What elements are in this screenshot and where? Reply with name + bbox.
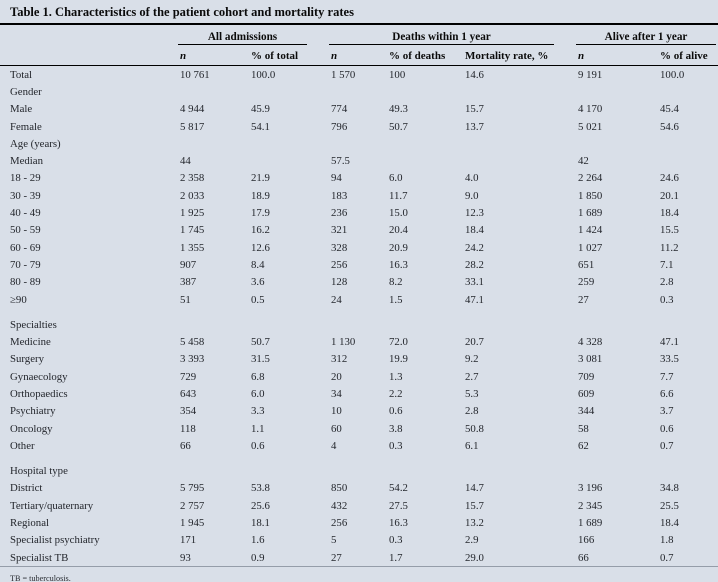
cell-value: 0.7 — [660, 439, 674, 452]
group-deaths-within-1-year — [321, 25, 568, 47]
cell-value: 328 — [331, 241, 348, 254]
row-label: Tertiary/quaternary — [10, 499, 94, 512]
cell-value: 6.1 — [465, 439, 479, 452]
cell-value — [568, 455, 650, 480]
cell-value: 183 — [331, 189, 348, 202]
section-row — [0, 455, 718, 480]
row-label: Other — [10, 439, 35, 452]
cell-value: 34.8 — [660, 482, 679, 495]
header-pct-of-total: % of total — [241, 47, 321, 66]
table-row — [0, 152, 718, 169]
cell-value: 12.6 — [251, 241, 270, 254]
cell-value: 6.0 — [389, 172, 403, 185]
cell-value: 10 — [331, 405, 342, 418]
cell-value: 236 — [331, 207, 348, 220]
cell-value — [170, 135, 241, 152]
cell-value: 9.0 — [465, 189, 479, 202]
table-row — [0, 437, 718, 454]
cell-value: 2 033 — [180, 189, 205, 202]
table-row — [0, 291, 718, 308]
cell-value: 0.3 — [660, 293, 674, 306]
cell-value: 118 — [180, 422, 196, 435]
cell-value — [241, 83, 321, 100]
cell-value — [170, 308, 241, 333]
row-label: Specialist psychiatry — [10, 534, 100, 547]
cell-value: 3 393 — [180, 353, 205, 366]
cell-value: 0.7 — [660, 551, 674, 564]
cell-value — [170, 455, 241, 480]
cell-value: 94 — [331, 172, 342, 185]
table-footnote: TB = tuberculosis. — [10, 574, 71, 582]
cell-value: 5 795 — [180, 482, 205, 495]
cell-value: 9 191 — [578, 68, 603, 81]
cohort-table — [0, 25, 718, 566]
group-all-admissions-label: All admissions — [178, 31, 307, 45]
table-row — [0, 351, 718, 368]
cell-value: 49.3 — [389, 103, 408, 116]
row-label: Regional — [10, 517, 49, 530]
group-deaths-label: Deaths within 1 year — [329, 31, 554, 45]
cell-value: 166 — [578, 534, 595, 547]
cell-value: 33.5 — [660, 353, 679, 366]
table-row — [0, 514, 718, 531]
row-label: ≥90 — [10, 293, 27, 306]
row-label: Hospital type — [10, 465, 68, 478]
cell-value: 60 — [331, 422, 342, 435]
cell-value — [379, 455, 455, 480]
cell-value — [321, 455, 379, 480]
cell-value: 4 944 — [180, 103, 205, 116]
cell-value: 100 — [389, 68, 406, 81]
cell-value: 47.1 — [660, 336, 679, 349]
cell-value: 354 — [180, 405, 197, 418]
row-label: Psychiatry — [10, 405, 56, 418]
cell-value: 1 689 — [578, 207, 603, 220]
row-label: Surgery — [10, 353, 44, 366]
cell-value: 1 945 — [180, 517, 205, 530]
cell-value — [650, 135, 718, 152]
row-label: Total — [10, 68, 33, 81]
cell-value: 6.0 — [251, 387, 265, 400]
section-row — [0, 308, 718, 333]
cell-value: 0.6 — [389, 405, 403, 418]
cell-value — [241, 152, 321, 169]
header-mortality-rate: Mortality rate, % — [455, 47, 568, 66]
cell-value: 5 458 — [180, 336, 205, 349]
cell-value: 17.9 — [251, 207, 270, 220]
column-group-row — [0, 25, 718, 47]
row-label: Gender — [10, 85, 42, 98]
cell-value: 20.4 — [389, 224, 408, 237]
cell-value: 7.1 — [660, 258, 674, 271]
cell-value: 3.7 — [660, 405, 674, 418]
cell-value: 16.3 — [389, 517, 408, 530]
table-row — [0, 420, 718, 437]
cell-value: 20.1 — [660, 189, 679, 202]
cell-value: 28.2 — [465, 258, 484, 271]
cell-value: 93 — [180, 551, 191, 564]
cell-value: 57.5 — [331, 155, 350, 168]
row-label: 40 - 49 — [10, 207, 41, 220]
cell-value: 256 — [331, 517, 348, 530]
cell-value: 45.9 — [251, 103, 270, 116]
cell-value: 774 — [331, 103, 348, 116]
cell-value: 171 — [180, 534, 197, 547]
cell-value: 2.9 — [465, 534, 479, 547]
cell-value — [241, 308, 321, 333]
row-label: Oncology — [10, 422, 53, 435]
cell-value: 2 345 — [578, 499, 603, 512]
header-n-alive: n — [568, 47, 650, 66]
cell-value: 18.9 — [251, 189, 270, 202]
cell-value: 1 027 — [578, 241, 603, 254]
cell-value: 11.7 — [389, 189, 408, 202]
cell-value: 54.1 — [251, 120, 270, 133]
row-label: Specialist TB — [10, 551, 69, 564]
cell-value — [455, 455, 568, 480]
cell-value: 34 — [331, 387, 342, 400]
cell-value: 20.7 — [465, 336, 484, 349]
cell-value: 11.2 — [660, 241, 679, 254]
cell-value: 62 — [578, 439, 589, 452]
cell-value: 50.7 — [251, 336, 270, 349]
cell-value: 12.3 — [465, 207, 484, 220]
cell-value: 9.2 — [465, 353, 479, 366]
cell-value — [568, 308, 650, 333]
table-title: Table 1. Characteristics of the patient cohort and mortality rates — [0, 0, 718, 25]
cell-value: 796 — [331, 120, 348, 133]
cell-value: 24 — [331, 293, 342, 306]
cell-value — [241, 455, 321, 480]
cell-value: 609 — [578, 387, 595, 400]
cell-value: 45.4 — [660, 103, 679, 116]
cell-value: 44 — [180, 155, 191, 168]
cell-value — [568, 83, 650, 100]
cell-value: 2.8 — [660, 276, 674, 289]
cell-value: 1 850 — [578, 189, 603, 202]
cell-value: 20 — [331, 370, 342, 383]
cell-value: 19.9 — [389, 353, 408, 366]
cell-value: 2.8 — [465, 405, 479, 418]
cell-value: 6.6 — [660, 387, 674, 400]
cell-value: 1 925 — [180, 207, 205, 220]
cell-value: 0.3 — [389, 534, 403, 547]
cell-value: 4 170 — [578, 103, 603, 116]
cell-value: 27 — [331, 551, 342, 564]
table-row — [0, 403, 718, 420]
row-label: Gynaecology — [10, 370, 68, 383]
cell-value: 18.4 — [465, 224, 484, 237]
row-label: Specialties — [10, 318, 57, 331]
cell-value: 5 — [331, 534, 337, 547]
cell-value — [455, 308, 568, 333]
cell-value: 33.1 — [465, 276, 484, 289]
table-row — [0, 549, 718, 566]
cell-value: 3 196 — [578, 482, 603, 495]
cell-value: 27.5 — [389, 499, 408, 512]
cell-value: 100.0 — [660, 68, 685, 81]
cell-value: 18.4 — [660, 517, 679, 530]
row-label: Medicine — [10, 336, 51, 349]
row-label: 18 - 29 — [10, 172, 41, 185]
cell-value: 18.4 — [660, 207, 679, 220]
cell-value: 709 — [578, 370, 595, 383]
column-header-row — [0, 47, 718, 66]
row-label: Age (years) — [10, 137, 61, 150]
cell-value: 1 745 — [180, 224, 205, 237]
cell-value: 25.6 — [251, 499, 270, 512]
cell-value: 15.0 — [389, 207, 408, 220]
cell-value — [650, 83, 718, 100]
cell-value: 50.7 — [389, 120, 408, 133]
cell-value: 2 264 — [578, 172, 603, 185]
cell-value: 0.5 — [251, 293, 265, 306]
cell-value: 1 130 — [331, 336, 356, 349]
table-row — [0, 256, 718, 273]
table-row — [0, 66, 718, 84]
cell-value — [455, 83, 568, 100]
cell-value: 3.3 — [251, 405, 265, 418]
cell-value: 643 — [180, 387, 197, 400]
cell-value: 8.2 — [389, 276, 403, 289]
table-row — [0, 333, 718, 350]
cell-value: 1.7 — [389, 551, 403, 564]
cell-value: 16.3 — [389, 258, 408, 271]
cell-value: 8.4 — [251, 258, 265, 271]
cell-value: 2.7 — [465, 370, 479, 383]
header-pct-of-deaths: % of deaths — [379, 47, 455, 66]
cell-value — [455, 135, 568, 152]
table-row — [0, 187, 718, 204]
cell-value — [568, 135, 650, 152]
cell-value: 27 — [578, 293, 589, 306]
header-n-deaths: n — [321, 47, 379, 66]
cell-value — [379, 83, 455, 100]
cell-value: 651 — [578, 258, 595, 271]
cell-value: 7.7 — [660, 370, 674, 383]
row-label: District — [10, 482, 43, 495]
cell-value: 4 328 — [578, 336, 603, 349]
cell-value: 15.7 — [465, 499, 484, 512]
cell-value — [379, 308, 455, 333]
cell-value — [650, 308, 718, 333]
cell-value — [650, 152, 718, 169]
cell-value: 54.2 — [389, 482, 408, 495]
table-row — [0, 239, 718, 256]
row-label: 60 - 69 — [10, 241, 41, 254]
label-column-header — [0, 47, 170, 66]
cell-value: 72.0 — [389, 336, 408, 349]
cell-value: 25.5 — [660, 499, 679, 512]
cell-value: 31.5 — [251, 353, 270, 366]
table-row — [0, 204, 718, 221]
cell-value: 128 — [331, 276, 348, 289]
cell-value: 20.9 — [389, 241, 408, 254]
group-all-admissions — [170, 25, 321, 47]
cell-value: 15.5 — [660, 224, 679, 237]
cell-value: 66 — [578, 551, 589, 564]
cell-value: 1.8 — [660, 534, 674, 547]
cell-value: 0.6 — [660, 422, 674, 435]
header-n-admissions: n — [170, 47, 241, 66]
cell-value — [321, 308, 379, 333]
cell-value — [650, 455, 718, 480]
table-row — [0, 368, 718, 385]
table-row — [0, 274, 718, 291]
row-label: Male — [10, 103, 33, 116]
cell-value: 16.2 — [251, 224, 270, 237]
spacer-cell — [0, 25, 170, 47]
cell-value: 1 689 — [578, 517, 603, 530]
cell-value: 1.3 — [389, 370, 403, 383]
cell-value: 259 — [578, 276, 595, 289]
header-pct-of-alive: % of alive — [650, 47, 718, 66]
cell-value: 256 — [331, 258, 348, 271]
cell-value: 850 — [331, 482, 348, 495]
cell-value: 321 — [331, 224, 348, 237]
cell-value: 100.0 — [251, 68, 276, 81]
row-label: 50 - 59 — [10, 224, 41, 237]
cell-value — [170, 83, 241, 100]
cell-value: 53.8 — [251, 482, 270, 495]
cell-value: 18.1 — [251, 517, 270, 530]
cell-value — [455, 152, 568, 169]
cell-value: 15.7 — [465, 103, 484, 116]
cell-value: 344 — [578, 405, 595, 418]
section-row — [0, 83, 718, 100]
cell-value: 3 081 — [578, 353, 603, 366]
cell-value: 14.7 — [465, 482, 484, 495]
cell-value: 14.6 — [465, 68, 484, 81]
cell-value: 2 358 — [180, 172, 205, 185]
cell-value: 24.6 — [660, 172, 679, 185]
cell-value: 4 — [331, 439, 337, 452]
table-body — [0, 66, 718, 567]
cell-value: 58 — [578, 422, 589, 435]
cell-value: 5 021 — [578, 120, 603, 133]
cell-value: 0.6 — [251, 439, 265, 452]
cell-value: 2 757 — [180, 499, 205, 512]
row-label: Female — [10, 120, 42, 133]
cell-value: 3.6 — [251, 276, 265, 289]
table-row — [0, 480, 718, 497]
cell-value: 5 817 — [180, 120, 205, 133]
cell-value: 729 — [180, 370, 197, 383]
cell-value: 13.2 — [465, 517, 484, 530]
cell-value: 432 — [331, 499, 348, 512]
row-label: 70 - 79 — [10, 258, 41, 271]
cell-value: 2.2 — [389, 387, 403, 400]
group-alive-after-1-year — [568, 25, 718, 47]
row-label: 30 - 39 — [10, 189, 41, 202]
cell-value: 1.5 — [389, 293, 403, 306]
cell-value: 1.6 — [251, 534, 265, 547]
table-row — [0, 385, 718, 402]
row-label: Orthopaedics — [10, 387, 68, 400]
cell-value: 1 355 — [180, 241, 205, 254]
cell-value: 66 — [180, 439, 191, 452]
cell-value: 387 — [180, 276, 197, 289]
cell-value: 50.8 — [465, 422, 484, 435]
table-row — [0, 532, 718, 549]
cell-value: 29.0 — [465, 551, 484, 564]
cell-value: 42 — [578, 155, 589, 168]
cell-value — [379, 135, 455, 152]
row-label: Median — [10, 155, 43, 168]
cell-value: 3.8 — [389, 422, 403, 435]
table-row — [0, 170, 718, 187]
cell-value: 24.2 — [465, 241, 484, 254]
cell-value: 5.3 — [465, 387, 479, 400]
table-row — [0, 118, 718, 135]
cell-value: 6.8 — [251, 370, 265, 383]
table-row — [0, 101, 718, 118]
cell-value — [321, 135, 379, 152]
cell-value: 4.0 — [465, 172, 479, 185]
table-row — [0, 497, 718, 514]
cell-value — [321, 83, 379, 100]
cell-value — [379, 152, 455, 169]
cell-value: 1 570 — [331, 68, 356, 81]
cell-value — [241, 135, 321, 152]
cell-value: 21.9 — [251, 172, 270, 185]
cell-value: 51 — [180, 293, 191, 306]
group-alive-label: Alive after 1 year — [576, 31, 716, 45]
row-label: 80 - 89 — [10, 276, 41, 289]
cell-value: 1.1 — [251, 422, 265, 435]
cell-value: 47.1 — [465, 293, 484, 306]
table-row — [0, 222, 718, 239]
section-row — [0, 135, 718, 152]
cell-value: 907 — [180, 258, 197, 271]
cell-value: 13.7 — [465, 120, 484, 133]
cell-value: 0.3 — [389, 439, 403, 452]
cell-value: 54.6 — [660, 120, 679, 133]
table-header — [0, 25, 718, 66]
cell-value: 1 424 — [578, 224, 603, 237]
cell-value: 0.9 — [251, 551, 265, 564]
cell-value: 312 — [331, 353, 348, 366]
cell-value: 10 761 — [180, 68, 210, 81]
footnote-rule — [0, 566, 718, 582]
